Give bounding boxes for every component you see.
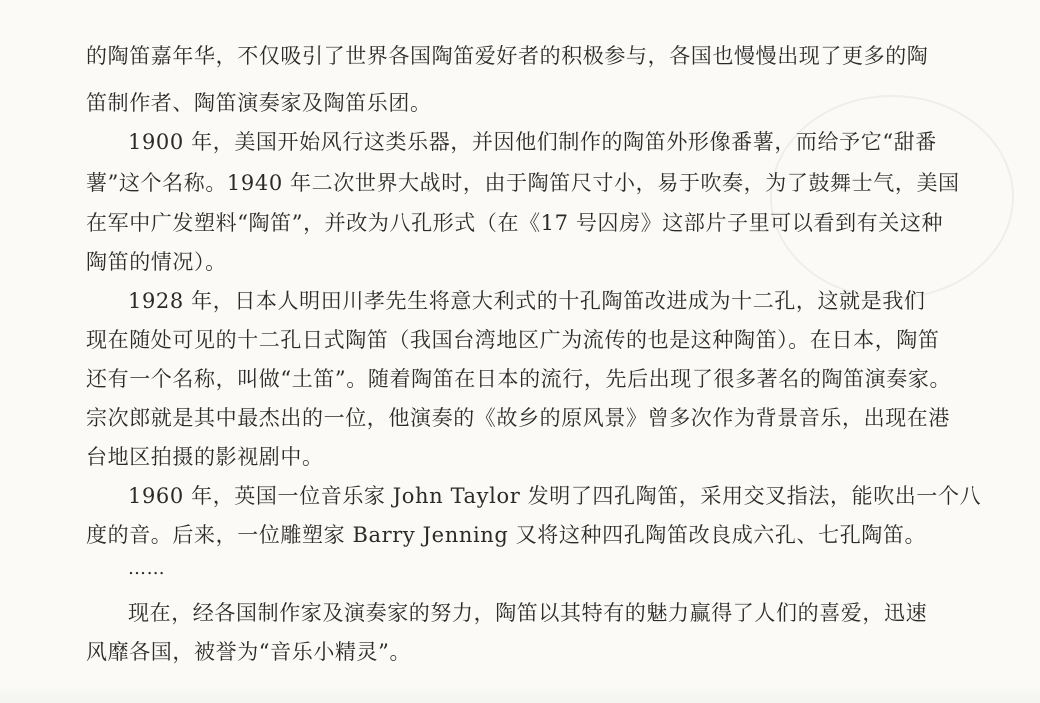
text-line: 宗次郎就是其中最杰出的一位，他演奏的《故乡的原风景》曾多次作为背景音乐，出现在港: [86, 406, 950, 430]
text-line: 1900 年，美国开始风行这类乐器，并因他们制作的陶笛外形像番薯，而给予它“甜番: [128, 130, 937, 154]
text-line: 1960 年，英国一位音乐家 John Taylor 发明了四孔陶笛，采用交叉指法，能吹出一个八: [128, 484, 982, 508]
bottom-edge-tint: [0, 685, 1040, 703]
text-line: 还有一个名称，叫做“土笛”。随着陶笛在日本的流行，先后出现了很多著名的陶笛演奏家。: [86, 367, 952, 391]
text-line: 台地区拍摄的影视剧中。: [86, 445, 324, 469]
text-line: 薯”这个名称。1940 年二次世界大战时，由于陶笛尺寸小，易于吹奏，为了鼓舞士气，美国: [86, 171, 960, 195]
text-line: 笛制作者、陶笛演奏家及陶笛乐团。: [86, 91, 432, 115]
text-line: 度的音。后来，一位雕塑家 Barry Jenning 又将这种四孔陶笛改良成六孔、七孔陶笛。: [86, 523, 927, 547]
text-line: 风靡各国，被誉为“音乐小精灵”。: [86, 640, 412, 664]
ellipsis: ……: [128, 558, 166, 579]
text-line: 现在随处可见的十二孔日式陶笛（我国台湾地区广为流传的也是这种陶笛）。在日本，陶笛: [86, 328, 940, 352]
text-line: 在军中广发塑料“陶笛”，并改为八孔形式（在《17 号囚房》这部片子里可以看到有关这种: [86, 211, 944, 235]
text-line: 陶笛的情况）。: [86, 250, 227, 274]
text-line: 现在，经各国制作家及演奏家的努力，陶笛以其特有的魅力赢得了人们的喜爱，迅速: [128, 601, 928, 625]
text-line: 的陶笛嘉年华，不仅吸引了世界各国陶笛爱好者的积极参与，各国也慢慢出现了更多的陶: [86, 44, 929, 68]
show-through-seal: [770, 95, 1014, 299]
text-line: 1928 年，日本人明田川孝先生将意大利式的十孔陶笛改进成为十二孔，这就是我们: [128, 289, 926, 313]
